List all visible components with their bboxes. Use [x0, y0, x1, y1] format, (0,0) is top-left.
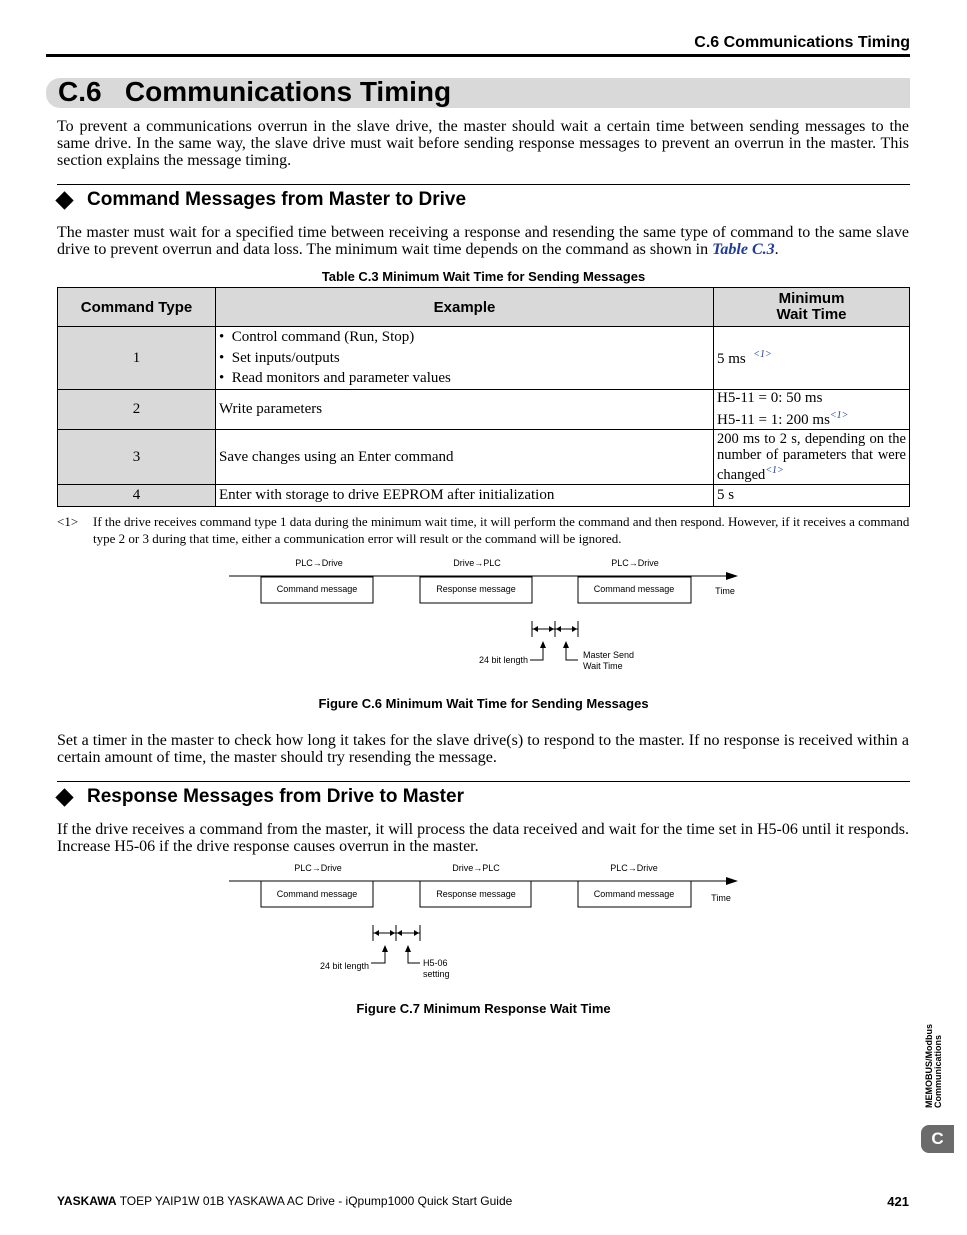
- subsection-title: Response Messages from Drive to Master: [87, 786, 464, 807]
- pointer-arrow-icon: [405, 945, 411, 952]
- wait-time-cell: [714, 430, 910, 485]
- pointer-line: [408, 951, 420, 963]
- arrowhead-icon: [556, 626, 561, 632]
- col-header-wait-time: [714, 288, 910, 327]
- table-row: [58, 390, 910, 430]
- section-title: C.6 Communications Timing: [58, 76, 452, 107]
- figure-c7-caption: Figure C.7 Minimum Response Wait Time: [356, 1001, 611, 1016]
- example-text: Read monitors and parameter values: [231, 370, 451, 387]
- pointer-line: [530, 647, 543, 660]
- time-label: Time: [711, 893, 731, 903]
- wait-time-cell: [714, 327, 910, 390]
- example-item: • Set inputs/outputs: [219, 349, 340, 366]
- wait-value: H5-11 = 0: 50 ms: [717, 390, 823, 406]
- timer-paragraph: Set a timer in the master to check how long it takes for the slave drive(s) to respond to the master. If no response is received within a certain amount of time, the master should try resending the message.: [57, 732, 909, 766]
- subsection-rule: [57, 184, 910, 185]
- footnote-ref-link[interactable]: <1>: [829, 410, 849, 421]
- intro-paragraph: To prevent a communications overrun in the slave drive, the master should wait a certain time between sending messages to the same drive. In the same way, the slave drive must wait before sending response messages to prevent an overrun in the master. This section explains the message timing.: [57, 118, 909, 169]
- bit-length-label: 24 bit length: [478, 655, 528, 665]
- command-type-cell: 4: [58, 485, 216, 507]
- wait-time-cell: [714, 390, 910, 430]
- table-row: [58, 485, 910, 507]
- example-cell: Save changes using an Enter command: [216, 430, 714, 485]
- command-type-cell: 2: [58, 390, 216, 430]
- label-plc-drive: PLC→Drive: [611, 558, 659, 568]
- label-plc-drive: PLC→Drive: [610, 863, 658, 873]
- arrowhead-icon: [533, 626, 538, 632]
- col-header-example: Example: [216, 288, 714, 327]
- pointer-line: [566, 647, 578, 660]
- arrowhead-icon: [414, 930, 419, 936]
- box-label: Command message: [276, 889, 358, 899]
- time-label: Time: [715, 586, 735, 596]
- footer-brand: YASKAWA: [57, 1194, 117, 1208]
- box-label: Response message: [436, 889, 516, 899]
- example-cell: Enter with storage to drive EEPROM after initialization: [216, 485, 714, 507]
- arrowhead-icon: [549, 626, 554, 632]
- command-type-cell: 3: [58, 430, 216, 485]
- arrowhead-icon: [572, 626, 577, 632]
- subsection-heading: [57, 189, 466, 211]
- pointer-arrow-icon: [382, 945, 388, 952]
- table-link[interactable]: Table C.3: [712, 241, 775, 258]
- wait-value: H5-11 = 1: 200 ms: [717, 412, 830, 428]
- footnote-ref-link[interactable]: <1>: [753, 348, 772, 360]
- bit-length-label: 24 bit length: [319, 961, 369, 971]
- command-paragraph: [57, 224, 909, 258]
- side-label-line2: Communications: [933, 1034, 943, 1108]
- arrowhead-icon: [374, 930, 379, 936]
- figure-c7-diagram: [0, 855, 954, 990]
- side-section-label: [922, 998, 943, 1108]
- diamond-bullet-icon: [55, 788, 73, 806]
- table-footnote: [57, 513, 910, 547]
- subsection-title: Command Messages from Master to Drive: [87, 189, 467, 210]
- table-caption: Table C.3 Minimum Wait Time for Sending Messages: [321, 269, 646, 284]
- page-number: 421: [887, 1194, 909, 1209]
- arrowhead-icon: [390, 930, 395, 936]
- wait-time-cell: 5 s: [714, 485, 910, 507]
- wait-time-table: [57, 287, 910, 507]
- example-cell: [216, 327, 714, 390]
- side-label-line1: MEMOBUS/Modbus: [924, 1024, 934, 1108]
- table-header-row: [58, 288, 910, 327]
- footer-text: TOEP YAIP1W 01B YASKAWA AC Drive - iQpump1000 Quick Start Guide: [116, 1194, 513, 1208]
- label-drive-plc: Drive→PLC: [453, 558, 501, 568]
- example-text: Set inputs/outputs: [231, 349, 340, 366]
- subsection-rule: [57, 781, 910, 782]
- paragraph-text: The master must wait for a specified time between receiving a response and resending the same type of command to the same slave drive to prevent overrun and data loss. The minimum wait time depends on the command as shown in: [57, 224, 909, 258]
- example-item: • Read monitors and parameter values: [219, 370, 451, 387]
- box-label: Response message: [436, 584, 516, 594]
- header-line-2: Wait Time: [776, 306, 847, 323]
- wait-time-label: Wait Time: [583, 661, 623, 671]
- example-text: Control command (Run, Stop): [231, 329, 415, 346]
- running-header: C.6 Communications Timing: [694, 34, 910, 51]
- box-label: Command message: [593, 889, 675, 899]
- arrowhead-icon: [397, 930, 402, 936]
- example-item: • Control command (Run, Stop): [219, 329, 415, 346]
- pointer-line: [371, 951, 385, 963]
- setting-label: setting: [423, 969, 450, 979]
- wait-value: 200 ms to 2 s, depending on the number of parameters that were changed: [717, 431, 906, 483]
- box-label: Command message: [593, 584, 675, 594]
- chapter-tab[interactable]: C: [921, 1125, 954, 1153]
- wait-value: 5 ms: [717, 350, 746, 367]
- diamond-bullet-icon: [55, 191, 73, 209]
- footnote-text: If the drive receives command type 1 data during the minimum wait time, it will perform the command and then respond. However, if it receives a command type 2 or 3 during that time, either a communication error will result or the command will be ignored.: [93, 514, 910, 546]
- wait-time-label: Master Send: [583, 650, 635, 660]
- label-drive-plc: Drive→PLC: [452, 863, 500, 873]
- table-row: [58, 327, 910, 390]
- figure-c6-caption: Figure C.6 Minimum Wait Time for Sending Messages: [318, 696, 649, 711]
- footnote-marker: <1>: [57, 514, 79, 529]
- table-row: [58, 430, 910, 485]
- label-plc-drive: PLC→Drive: [294, 863, 342, 873]
- header-line-1: Minimum: [778, 290, 845, 307]
- footer: [57, 1194, 512, 1208]
- header-rule: [46, 54, 910, 57]
- col-header-command-type: Command Type: [58, 288, 216, 327]
- box-label: Command message: [276, 584, 358, 594]
- figure-c6-diagram: [0, 550, 954, 680]
- label-plc-drive: PLC→Drive: [295, 558, 343, 568]
- example-cell: Write parameters: [216, 390, 714, 430]
- paragraph-end: .: [774, 241, 779, 258]
- timeline-arrow-icon: [726, 877, 738, 885]
- footnote-ref-link[interactable]: <1>: [765, 465, 784, 477]
- command-type-cell: 1: [58, 327, 216, 390]
- timeline-arrow-icon: [726, 572, 738, 580]
- subsection-heading: [57, 786, 464, 808]
- pointer-arrow-icon: [540, 641, 546, 648]
- pointer-arrow-icon: [563, 641, 569, 648]
- setting-label: H5-06: [423, 958, 448, 968]
- response-paragraph: If the drive receives a command from the master, it will process the data received and wait for the time set in H5-06 until it responds. Increase H5-06 if the drive response causes overrun in the master.: [57, 821, 909, 855]
